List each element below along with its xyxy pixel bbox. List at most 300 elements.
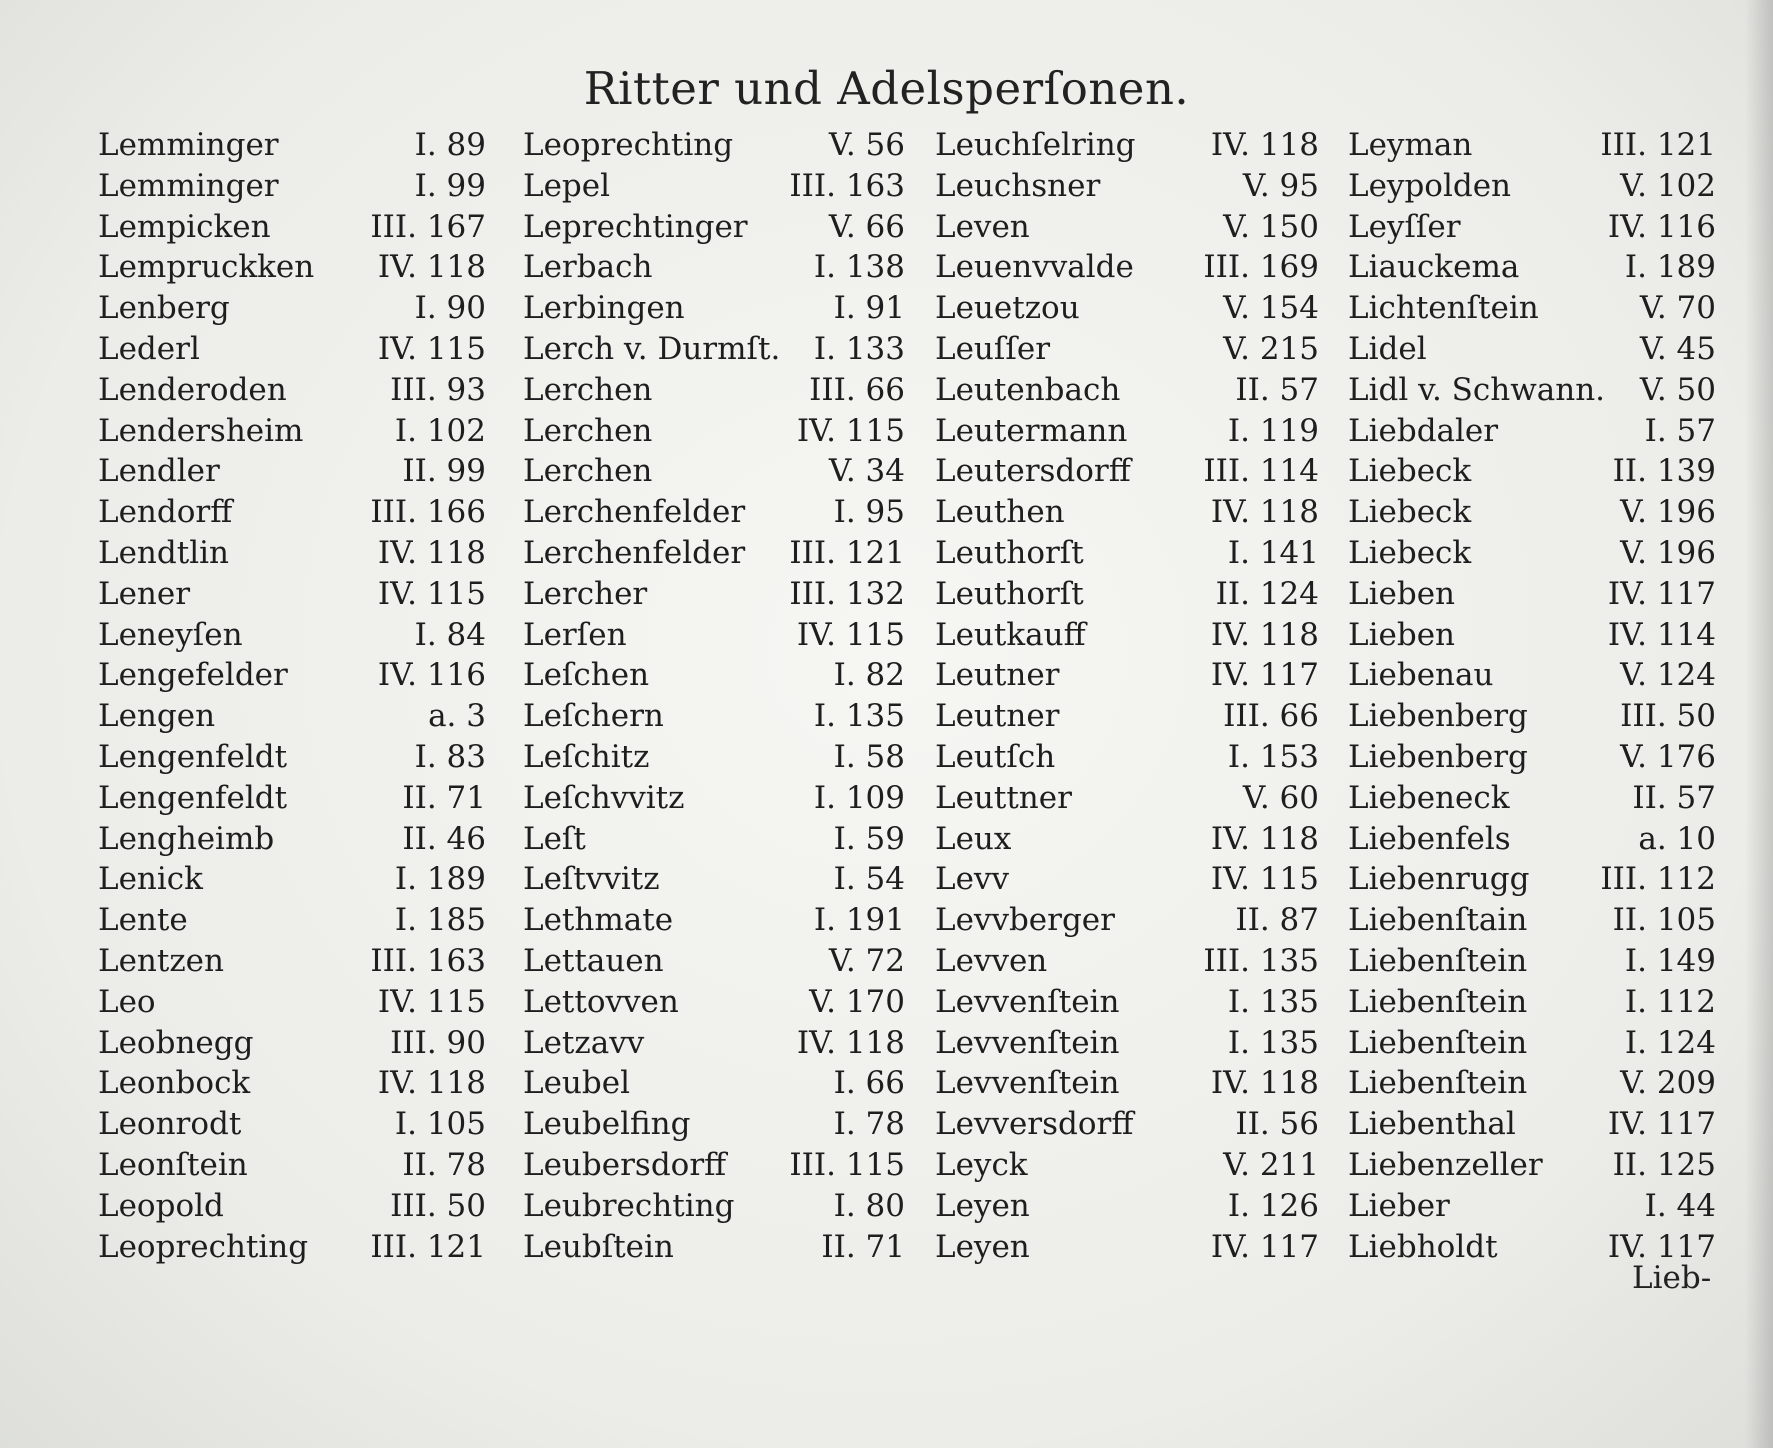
- entry-reference: V. 56: [828, 127, 905, 163]
- entry-name: Liebenſtein: [1348, 983, 1528, 1020]
- entry-name: Lepel: [523, 167, 611, 204]
- index-entry: [1348, 288, 1716, 329]
- entry-reference: I. 58: [833, 738, 905, 775]
- entry-reference: I. 78: [833, 1106, 905, 1143]
- entry-reference: I. 191: [813, 902, 905, 939]
- entry-reference: IV. 118: [377, 249, 486, 286]
- index-entry: [935, 696, 1319, 737]
- index-entry: [1348, 207, 1716, 248]
- entry-name: Liebenberg: [1348, 698, 1528, 735]
- index-entry: [523, 655, 905, 696]
- index-entry: [98, 247, 486, 288]
- index-entry: [98, 982, 486, 1023]
- index-entry: [935, 451, 1319, 492]
- entry-reference: IV. 115: [377, 330, 486, 367]
- index-entry: [935, 492, 1319, 533]
- index-entry: [98, 451, 486, 492]
- entry-reference: V. 95: [1242, 167, 1319, 204]
- index-entry: [1348, 982, 1716, 1023]
- index-entry: [935, 655, 1319, 696]
- index-entry: [523, 207, 905, 248]
- entry-name: Leutkauff: [935, 616, 1086, 653]
- index-entry: [98, 166, 486, 207]
- entry-name: Leobnegg: [98, 1024, 254, 1061]
- entry-reference: I. 105: [394, 1106, 486, 1143]
- entry-reference: I. 112: [1624, 983, 1716, 1020]
- entry-reference: IV. 118: [377, 1065, 486, 1102]
- index-entry: [98, 1023, 486, 1064]
- index-entry: [523, 247, 905, 288]
- index-entry: [1348, 941, 1716, 982]
- entry-name: Leven: [935, 208, 1030, 245]
- entry-reference: II. 125: [1612, 1146, 1716, 1183]
- entry-name: Leypolden: [1348, 167, 1512, 204]
- index-entry: [1348, 778, 1716, 819]
- entry-reference: III. 167: [370, 208, 486, 245]
- entry-name: Lendtlin: [98, 534, 229, 571]
- entry-reference: IV. 118: [796, 1024, 905, 1061]
- index-entry: [523, 166, 905, 207]
- index-entry: [935, 819, 1319, 860]
- entry-name: Liebenſtein: [1348, 1065, 1528, 1102]
- entry-reference: I. 119: [1227, 412, 1319, 449]
- index-entry: [1348, 1186, 1716, 1227]
- entry-name: Leoprechting: [98, 1228, 309, 1265]
- entry-name: Leubelfing: [523, 1106, 691, 1143]
- entry-name: Liebeck: [1348, 494, 1472, 531]
- entry-name: Leubrechting: [523, 1187, 735, 1224]
- entry-reference: IV. 115: [796, 616, 905, 653]
- index-entry: [98, 207, 486, 248]
- index-entry: [523, 288, 905, 329]
- entry-name: Levversdorff: [935, 1106, 1134, 1143]
- index-entry: [98, 370, 486, 411]
- entry-reference: IV. 115: [377, 575, 486, 612]
- entry-name: Liebeck: [1348, 534, 1472, 571]
- entry-reference: V. 60: [1242, 779, 1319, 816]
- index-entry: [523, 778, 905, 819]
- entry-name: Lemminger: [98, 167, 279, 204]
- entry-name: Lerſen: [523, 616, 627, 653]
- entry-name: Lerbingen: [523, 290, 685, 327]
- entry-name: Lieber: [1348, 1187, 1450, 1224]
- entry-name: Lendler: [98, 453, 220, 490]
- entry-reference: III. 166: [370, 494, 486, 531]
- index-entry: [1348, 859, 1716, 900]
- entry-reference: II. 71: [402, 779, 486, 816]
- entry-name: Liebenfels: [1348, 820, 1511, 857]
- index-entry: [1348, 655, 1716, 696]
- entry-name: Leo: [98, 983, 156, 1020]
- entry-name: Letzavv: [523, 1024, 645, 1061]
- index-entry: [98, 778, 486, 819]
- entry-name: Leyman: [1348, 127, 1473, 163]
- entry-name: Lederl: [98, 330, 200, 367]
- entry-reference: IV. 118: [1210, 127, 1319, 163]
- entry-reference: II. 46: [402, 820, 486, 857]
- entry-name: Leuthorſt: [935, 534, 1084, 571]
- index-entry: [935, 859, 1319, 900]
- entry-name: Lerchen: [523, 412, 653, 449]
- entry-reference: III. 50: [1620, 698, 1716, 735]
- index-entry: [523, 1227, 905, 1268]
- entry-reference: I. 141: [1227, 534, 1319, 571]
- entry-reference: IV. 117: [1210, 1228, 1319, 1265]
- index-column-3: [935, 125, 1319, 1267]
- entry-reference: IV. 115: [377, 983, 486, 1020]
- index-entry: [1348, 737, 1716, 778]
- entry-name: Levv: [935, 861, 1009, 898]
- index-entry: [523, 1186, 905, 1227]
- entry-name: Liebenſtain: [1348, 902, 1528, 939]
- index-entry: [98, 615, 486, 656]
- entry-name: Leuttner: [935, 779, 1072, 816]
- index-entry: [1348, 615, 1716, 656]
- entry-reference: II. 105: [1612, 902, 1716, 939]
- entry-name: Leuetzou: [935, 290, 1080, 327]
- index-entry: [935, 574, 1319, 615]
- entry-name: Liauckema: [1348, 249, 1520, 286]
- index-entry: [523, 1063, 905, 1104]
- index-entry: [935, 1145, 1319, 1186]
- entry-name: Leuenvvalde: [935, 249, 1134, 286]
- entry-reference: IV. 118: [1210, 820, 1319, 857]
- entry-reference: III. 132: [789, 575, 905, 612]
- entry-name: Leyſſer: [1348, 208, 1461, 245]
- entry-reference: III. 163: [789, 167, 905, 204]
- entry-reference: I. 135: [813, 698, 905, 735]
- index-entry: [98, 574, 486, 615]
- entry-reference: I. 109: [813, 779, 905, 816]
- entry-reference: I. 44: [1644, 1187, 1716, 1224]
- index-entry: [1348, 329, 1716, 370]
- entry-reference: V. 150: [1223, 208, 1319, 245]
- index-entry: [935, 411, 1319, 452]
- index-entry: [1348, 1023, 1716, 1064]
- entry-name: Leſchen: [523, 657, 650, 694]
- index-entry: [98, 1227, 486, 1268]
- entry-name: Lidel: [1348, 330, 1427, 367]
- entry-name: Leyen: [935, 1228, 1030, 1265]
- entry-reference: I. 83: [414, 738, 486, 775]
- entry-name: Levvberger: [935, 902, 1115, 939]
- index-entry: [935, 533, 1319, 574]
- index-column-2: [523, 125, 905, 1267]
- entry-reference: V. 124: [1620, 657, 1716, 694]
- entry-name: Levvenſtein: [935, 1024, 1120, 1061]
- index-entry: [523, 900, 905, 941]
- entry-name: Leſchern: [523, 698, 664, 735]
- entry-reference: V. 215: [1223, 330, 1319, 367]
- entry-reference: I. 153: [1227, 738, 1319, 775]
- index-entry: [1348, 166, 1716, 207]
- index-entry: [98, 492, 486, 533]
- index-entry: [1348, 900, 1716, 941]
- index-entry: [935, 1023, 1319, 1064]
- index-entry: [935, 778, 1319, 819]
- index-entry: [98, 941, 486, 982]
- index-entry: [523, 1145, 905, 1186]
- catchword: Lieb-: [1632, 1260, 1712, 1296]
- entry-reference: I. 89: [414, 127, 486, 163]
- index-entry: [935, 1227, 1319, 1268]
- entry-name: Lettauen: [523, 942, 664, 979]
- entry-name: Lempicken: [98, 208, 271, 245]
- entry-name: Lerch v. Durmſt.: [523, 330, 781, 367]
- index-entry: [1348, 819, 1716, 860]
- entry-reference: III. 121: [370, 1228, 486, 1265]
- entry-reference: III. 115: [789, 1146, 905, 1183]
- entry-reference: II. 87: [1235, 902, 1319, 939]
- entry-reference: I. 90: [414, 290, 486, 327]
- entry-name: Leutenbach: [935, 371, 1121, 408]
- index-entry: [1348, 411, 1716, 452]
- entry-name: Lengenfeldt: [98, 779, 288, 816]
- entry-name: Lenderoden: [98, 371, 287, 408]
- index-entry: [523, 615, 905, 656]
- entry-name: Liebenau: [1348, 657, 1494, 694]
- entry-reference: V. 34: [828, 453, 905, 490]
- entry-name: Leſt: [523, 820, 586, 857]
- entry-name: Lentzen: [98, 942, 224, 979]
- entry-reference: III. 135: [1203, 942, 1319, 979]
- entry-name: Leutermann: [935, 412, 1128, 449]
- index-entry: [98, 696, 486, 737]
- index-entry: [523, 411, 905, 452]
- entry-name: Levven: [935, 942, 1048, 979]
- entry-name: Leſchitz: [523, 738, 650, 775]
- entry-reference: III. 93: [390, 371, 486, 408]
- index-entry: [98, 655, 486, 696]
- entry-reference: V. 72: [828, 942, 905, 979]
- page-title: Ritter und Adelsperſonen.: [583, 62, 1190, 115]
- entry-reference: IV. 117: [1210, 657, 1319, 694]
- entry-reference: IV. 117: [1607, 575, 1716, 612]
- entry-reference: I. 95: [833, 494, 905, 531]
- entry-name: Leonſtein: [98, 1146, 248, 1183]
- entry-name: Lendersheim: [98, 412, 304, 449]
- entry-reference: a. 3: [428, 698, 486, 735]
- index-column-1: [98, 125, 486, 1267]
- entry-name: Liebholdt: [1348, 1228, 1498, 1265]
- entry-name: Lente: [98, 902, 188, 939]
- index-entry: [935, 982, 1319, 1023]
- index-entry: [1348, 574, 1716, 615]
- entry-reference: I. 126: [1227, 1187, 1319, 1224]
- entry-name: Leyck: [935, 1146, 1028, 1183]
- entry-reference: I. 102: [394, 412, 486, 449]
- entry-name: Lercher: [523, 575, 648, 612]
- entry-name: Lerbach: [523, 249, 653, 286]
- index-entry: [523, 492, 905, 533]
- entry-reference: V. 154: [1223, 290, 1319, 327]
- index-entry: [523, 370, 905, 411]
- page-edge-shadow: [1745, 0, 1773, 1448]
- entry-name: Liebeneck: [1348, 779, 1510, 816]
- index-entry: [98, 533, 486, 574]
- entry-reference: II. 124: [1215, 575, 1319, 612]
- index-entry: [523, 1023, 905, 1064]
- index-entry: [935, 1186, 1319, 1227]
- entry-name: Leneyſen: [98, 616, 243, 653]
- entry-reference: V. 70: [1639, 290, 1716, 327]
- index-entry: [1348, 370, 1716, 411]
- entry-reference: IV. 118: [377, 534, 486, 571]
- entry-reference: I. 189: [394, 861, 486, 898]
- entry-name: Lieben: [1348, 616, 1456, 653]
- entry-reference: IV. 116: [1607, 208, 1716, 245]
- entry-name: Liebenthal: [1348, 1106, 1516, 1143]
- entry-name: Liebenrugg: [1348, 861, 1530, 898]
- entry-name: Liebenberg: [1348, 738, 1528, 775]
- entry-name: Lichtenſtein: [1348, 290, 1539, 327]
- index-entry: [523, 451, 905, 492]
- index-entry: [523, 574, 905, 615]
- entry-reference: IV. 118: [1210, 494, 1319, 531]
- entry-reference: V. 50: [1639, 371, 1716, 408]
- index-entry: [935, 166, 1319, 207]
- index-entry: [1348, 125, 1716, 166]
- entry-reference: III. 90: [390, 1024, 486, 1061]
- index-entry: [935, 207, 1319, 248]
- index-entry: [98, 819, 486, 860]
- index-entry: [1348, 1145, 1716, 1186]
- entry-reference: II. 56: [1235, 1106, 1319, 1143]
- entry-reference: V. 211: [1223, 1146, 1319, 1183]
- index-entry: [1348, 533, 1716, 574]
- index-entry: [523, 819, 905, 860]
- entry-name: Leſtvvitz: [523, 861, 660, 898]
- entry-reference: IV. 118: [1210, 616, 1319, 653]
- entry-name: Leuchsner: [935, 167, 1101, 204]
- index-entry: [98, 288, 486, 329]
- entry-reference: I. 54: [833, 861, 905, 898]
- entry-name: Leubersdorff: [523, 1146, 727, 1183]
- index-entry: [523, 533, 905, 574]
- entry-reference: II. 57: [1632, 779, 1716, 816]
- index-entry: [935, 1104, 1319, 1145]
- entry-name: Leutner: [935, 698, 1060, 735]
- index-entry: [523, 125, 905, 166]
- entry-reference: I. 185: [394, 902, 486, 939]
- entry-reference: IV. 117: [1607, 1106, 1716, 1143]
- entry-name: Leutner: [935, 657, 1060, 694]
- index-entry: [523, 982, 905, 1023]
- entry-name: Lempruckken: [98, 249, 315, 286]
- entry-reference: III. 169: [1203, 249, 1319, 286]
- entry-name: Liebenſtein: [1348, 942, 1528, 979]
- entry-reference: I. 189: [1624, 249, 1716, 286]
- entry-name: Lethmate: [523, 902, 674, 939]
- index-entry: [935, 288, 1319, 329]
- entry-name: Leutersdorff: [935, 453, 1131, 490]
- entry-name: Lengenfeldt: [98, 738, 288, 775]
- index-entry: [1348, 1104, 1716, 1145]
- entry-name: Leſchvvitz: [523, 779, 685, 816]
- entry-reference: I. 57: [1644, 412, 1716, 449]
- entry-reference: V. 196: [1620, 534, 1716, 571]
- entry-reference: I. 135: [1227, 983, 1319, 1020]
- index-entry: [98, 1186, 486, 1227]
- index-entry: [1348, 492, 1716, 533]
- entry-name: Lerchenfelder: [523, 494, 746, 531]
- entry-name: Lengheimb: [98, 820, 275, 857]
- entry-name: Lengefelder: [98, 657, 288, 694]
- entry-reference: I. 138: [813, 249, 905, 286]
- entry-reference: I. 59: [833, 820, 905, 857]
- entry-reference: V. 45: [1639, 330, 1716, 367]
- index-entry: [523, 329, 905, 370]
- entry-reference: V. 196: [1620, 494, 1716, 531]
- entry-reference: I. 82: [833, 657, 905, 694]
- entry-name: Liebenſtein: [1348, 1024, 1528, 1061]
- entry-reference: III. 66: [1223, 698, 1319, 735]
- index-entry: [98, 737, 486, 778]
- index-entry: [523, 859, 905, 900]
- index-entry: [1348, 247, 1716, 288]
- entry-reference: II. 57: [1235, 371, 1319, 408]
- entry-reference: V. 170: [809, 983, 905, 1020]
- entry-reference: IV. 114: [1607, 616, 1716, 653]
- entry-name: Leuthen: [935, 494, 1065, 531]
- entry-name: Leux: [935, 820, 1012, 857]
- entry-name: Leonrodt: [98, 1106, 242, 1143]
- index-entry: [935, 125, 1319, 166]
- entry-reference: IV. 115: [796, 412, 905, 449]
- index-entry: [98, 329, 486, 370]
- entry-reference: V. 102: [1620, 167, 1716, 204]
- entry-name: Leubſtein: [523, 1228, 674, 1265]
- entry-name: Leutſch: [935, 738, 1056, 775]
- entry-reference: IV. 115: [1210, 861, 1319, 898]
- entry-name: Lidl v. Schwann.: [1348, 371, 1606, 408]
- entry-name: Leprechtinger: [523, 208, 748, 245]
- entry-reference: I. 133: [813, 330, 905, 367]
- entry-reference: V. 66: [828, 208, 905, 245]
- entry-name: Lettovven: [523, 983, 679, 1020]
- index-entry: [935, 615, 1319, 656]
- entry-name: Lenberg: [98, 290, 230, 327]
- index-entry: [1348, 696, 1716, 737]
- entry-reference: I. 124: [1624, 1024, 1716, 1061]
- index-entry: [935, 941, 1319, 982]
- entry-reference: I. 149: [1624, 942, 1716, 979]
- entry-name: Lerchen: [523, 453, 653, 490]
- entry-reference: II. 99: [402, 453, 486, 490]
- index-entry: [935, 329, 1319, 370]
- index-entry: [935, 900, 1319, 941]
- entry-reference: IV. 117: [1607, 1228, 1716, 1265]
- index-entry: [935, 370, 1319, 411]
- entry-reference: III. 114: [1203, 453, 1319, 490]
- entry-name: Lieben: [1348, 575, 1456, 612]
- entry-name: Leoprechting: [523, 127, 734, 163]
- entry-name: Levvenſtein: [935, 1065, 1120, 1102]
- entry-name: Lemminger: [98, 127, 279, 163]
- entry-name: Leyen: [935, 1187, 1030, 1224]
- entry-name: Leonbock: [98, 1065, 251, 1102]
- index-entry: [935, 1063, 1319, 1104]
- index-entry: [98, 1145, 486, 1186]
- entry-reference: IV. 118: [1210, 1065, 1319, 1102]
- entry-reference: I. 91: [833, 290, 905, 327]
- entry-reference: III. 50: [390, 1187, 486, 1224]
- entry-reference: V. 176: [1620, 738, 1716, 775]
- entry-name: Lener: [98, 575, 191, 612]
- entry-name: Leuthorſt: [935, 575, 1084, 612]
- index-entry: [98, 125, 486, 166]
- entry-name: Lengen: [98, 698, 216, 735]
